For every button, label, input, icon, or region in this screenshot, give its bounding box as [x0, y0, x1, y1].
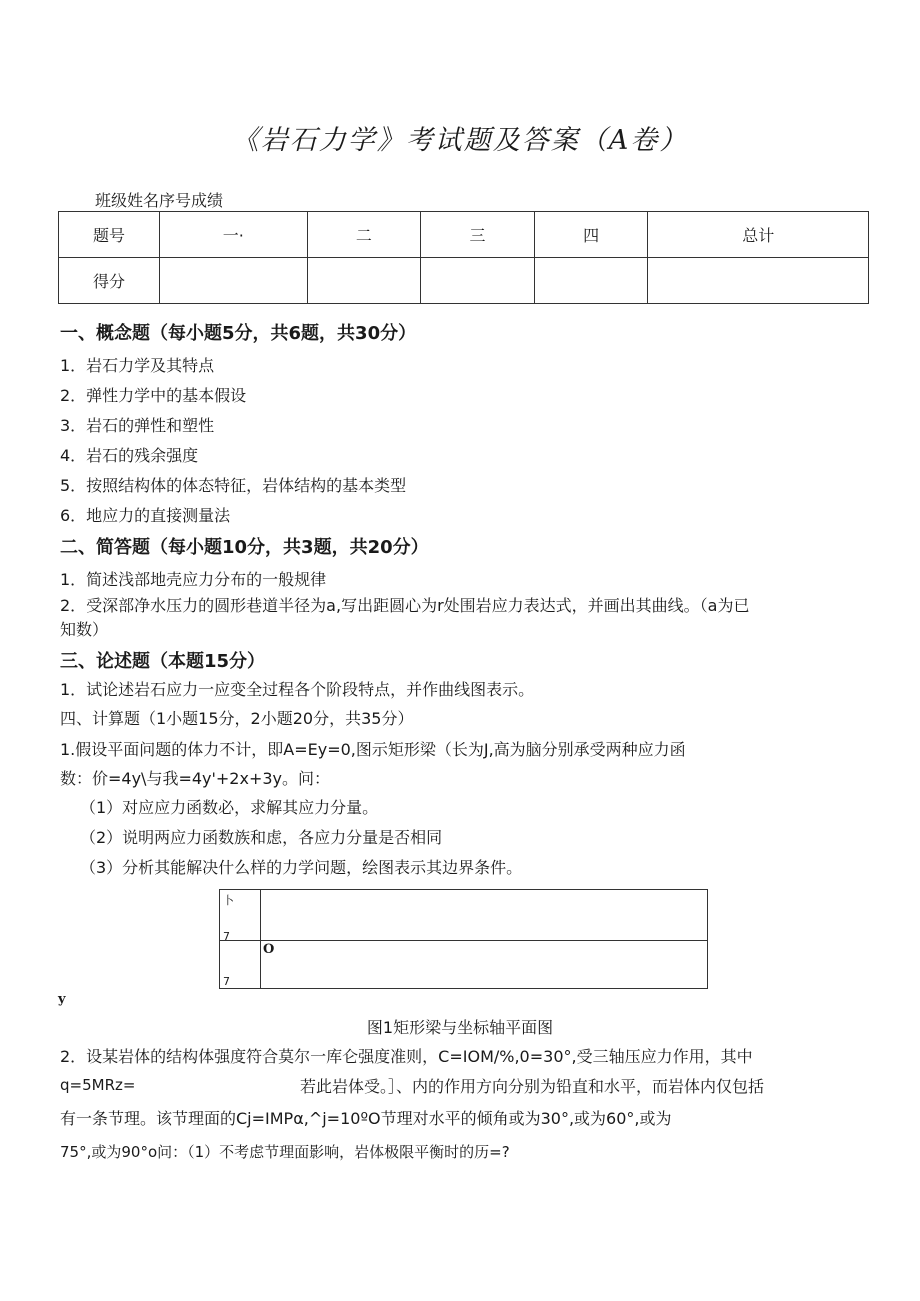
list-item: 3．岩石的弹性和塑性: [60, 416, 215, 435]
list-item: 2．受深部净水压力的圆形巷道半径为a,写出距圆心为r处围岩应力表达式，并画出其曲线。（a为已: [60, 596, 750, 615]
sub-question: （1）对应应力函数必，求解其应力分量。: [80, 798, 379, 817]
question-2-line-2b: 若此岩体受。］、内的作用方向分别为铅直和水平，而岩体内仅包括: [300, 1077, 765, 1096]
table-row: [59, 258, 869, 304]
figure-x-axis-line: [220, 940, 707, 941]
score-cell[interactable]: [307, 258, 421, 304]
table-header-cell: 总计: [648, 212, 869, 258]
table-header-cell: 一·: [160, 212, 308, 258]
section-3-heading: 三、论述题（本题15分）: [60, 651, 266, 672]
section-1-heading: 一、概念题（每小题5分，共6题，共30分）: [60, 323, 417, 344]
score-cell[interactable]: [534, 258, 648, 304]
beam-figure: [219, 889, 708, 989]
table-header-cell: 四: [534, 212, 648, 258]
question-2-line-2a: q=5MRz=: [60, 1076, 136, 1094]
figure-mark: 卜: [223, 894, 234, 907]
figure-y-axis-label: y: [58, 992, 66, 1007]
score-cell[interactable]: [421, 258, 535, 304]
list-item: 1．试论述岩石应力一应变全过程各个阶段特点，并作曲线图表示。: [60, 680, 535, 699]
table-header-cell: 三: [421, 212, 535, 258]
table-row: [59, 212, 869, 258]
page-title: 《岩石力学》考试题及答案（A卷）: [231, 125, 689, 156]
list-item: 1．简述浅部地壳应力分布的一般规律: [60, 570, 327, 589]
figure-mark: 7: [223, 975, 230, 988]
figure-vertical-line: [260, 890, 261, 988]
question-2-line-1: 2．设某岩体的结构体强度符合莫尔一库仑强度准则，C=IOM/%,0=30°,受三轴压应力作用，其中: [60, 1047, 753, 1066]
figure-origin-label: O: [263, 942, 275, 957]
score-table: [58, 211, 869, 304]
sub-question: （2）说明两应力函数族和虑，各应力分量是否相同: [80, 828, 443, 847]
figure-mark: 7: [223, 930, 230, 943]
score-label-cell: 得分: [59, 258, 160, 304]
figure-caption: 图1矩形梁与坐标轴平面图: [366, 1018, 554, 1037]
sub-question: （3）分析其能解决什么样的力学问题，绘图表示其边界条件。: [80, 858, 523, 877]
section-2-heading: 二、简答题（每小题10分，共3题，共20分）: [60, 537, 429, 558]
table-header-cell: 二: [307, 212, 421, 258]
question-2-line-4: 75°,或为90°o问：（1）不考虑节理面影响，岩体极限平衡时的历=?: [60, 1143, 510, 1161]
list-item: 2．弹性力学中的基本假设: [60, 386, 247, 405]
class-info-line: 班级姓名序号成绩: [95, 191, 224, 210]
list-item: 4．岩石的残余强度: [60, 446, 199, 465]
list-item: 知数）: [60, 620, 109, 639]
question-1-line-2: 数：价=4y\与我=4y'+2x+3y。问：: [60, 769, 331, 788]
question-2-line-3: 有一条节理。该节理面的Cj=IMPα,^j=10ºO节理对水平的倾角或为30°,或为60°,或为: [60, 1109, 672, 1128]
score-cell[interactable]: [160, 258, 308, 304]
section-4-heading: 四、计算题（1小题15分，2小题20分，共35分）: [60, 709, 414, 728]
question-1-line-1: 1.假设平面问题的体力不计，即A=Ey=0,图示矩形梁（长为J,高为脑分别承受两种应力函: [60, 740, 686, 759]
list-item: 1．岩石力学及其特点: [60, 356, 215, 375]
list-item: 5．按照结构体的体态特征，岩体结构的基本类型: [60, 476, 407, 495]
table-header-cell: 题号: [59, 212, 160, 258]
score-cell[interactable]: [648, 258, 869, 304]
list-item: 6．地应力的直接测量法: [60, 506, 231, 525]
